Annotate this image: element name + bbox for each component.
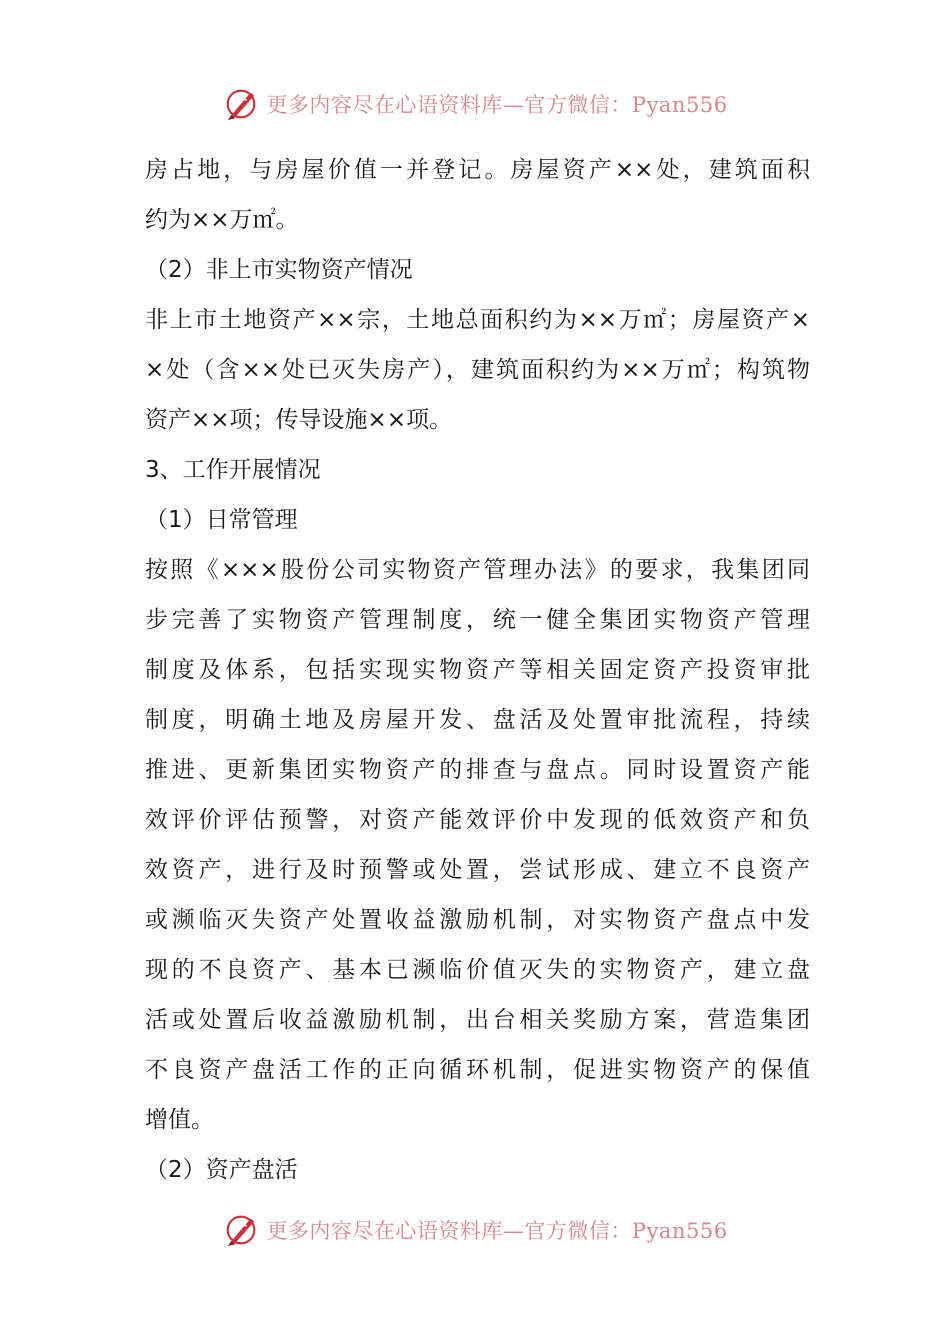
- banner-text: 更多内容尽在心语资料库—官方微信：Pyan556: [266, 1219, 728, 1243]
- text-line: 效评价评估预警，对资产能效评价中发现的低效资产和负: [145, 807, 810, 833]
- text-line: 不良资产盘活工作的正向循环机制，促进实物资产的保值: [145, 1057, 810, 1083]
- text-line: 效资产，进行及时预警或处置，尝试形成、建立不良资产: [145, 857, 810, 883]
- text-line: 步完善了实物资产管理制度，统一健全集团实物资产管理: [145, 607, 810, 633]
- text-line: 现的不良资产、基本已濒临价值灭失的实物资产，建立盘: [145, 957, 810, 983]
- pen-logo-icon: [222, 1211, 260, 1249]
- text-line: 增值。: [145, 1107, 214, 1133]
- text-line: 非上市土地资产××宗，土地总面积约为××万㎡；房屋资产×: [145, 307, 810, 333]
- pen-logo-icon: [222, 85, 260, 123]
- banner-text: 更多内容尽在心语资料库—官方微信：Pyan556: [266, 93, 728, 117]
- text-line: ×处（含××处已灭失房产），建筑面积约为××万㎡；构筑物: [145, 357, 810, 383]
- text-line: 房占地，与房屋价值一并登记。房屋资产××处，建筑面积: [145, 157, 810, 183]
- section-heading: 3、工作开展情况: [145, 457, 321, 483]
- text-line: 推进、更新集团实物资产的排查与盘点。同时设置资产能: [145, 757, 810, 783]
- subheading: （1）日常管理: [145, 507, 298, 533]
- text-line: 活或处置后收益激励机制，出台相关奖励方案，营造集团: [145, 1007, 810, 1033]
- text-line: 或濒临灭失资产处置收益激励机制，对实物资产盘点中发: [145, 907, 810, 933]
- subheading: （2）资产盘活: [145, 1157, 298, 1183]
- text-line: 制度及体系，包括实现实物资产等相关固定资产投资审批: [145, 657, 810, 683]
- header-banner: [0, 82, 950, 126]
- document-body: [145, 145, 810, 1195]
- text-line: 制度，明确土地及房屋开发、盘活及处置审批流程，持续: [145, 707, 810, 733]
- text-line: 资产××项；传导设施××项。: [145, 407, 453, 433]
- text-line: 约为××万㎡。: [145, 207, 299, 233]
- footer-banner: [0, 1208, 950, 1252]
- text-line: 按照《×××股份公司实物资产管理办法》的要求，我集团同: [145, 557, 810, 583]
- subheading: （2）非上市实物资产情况: [145, 257, 413, 283]
